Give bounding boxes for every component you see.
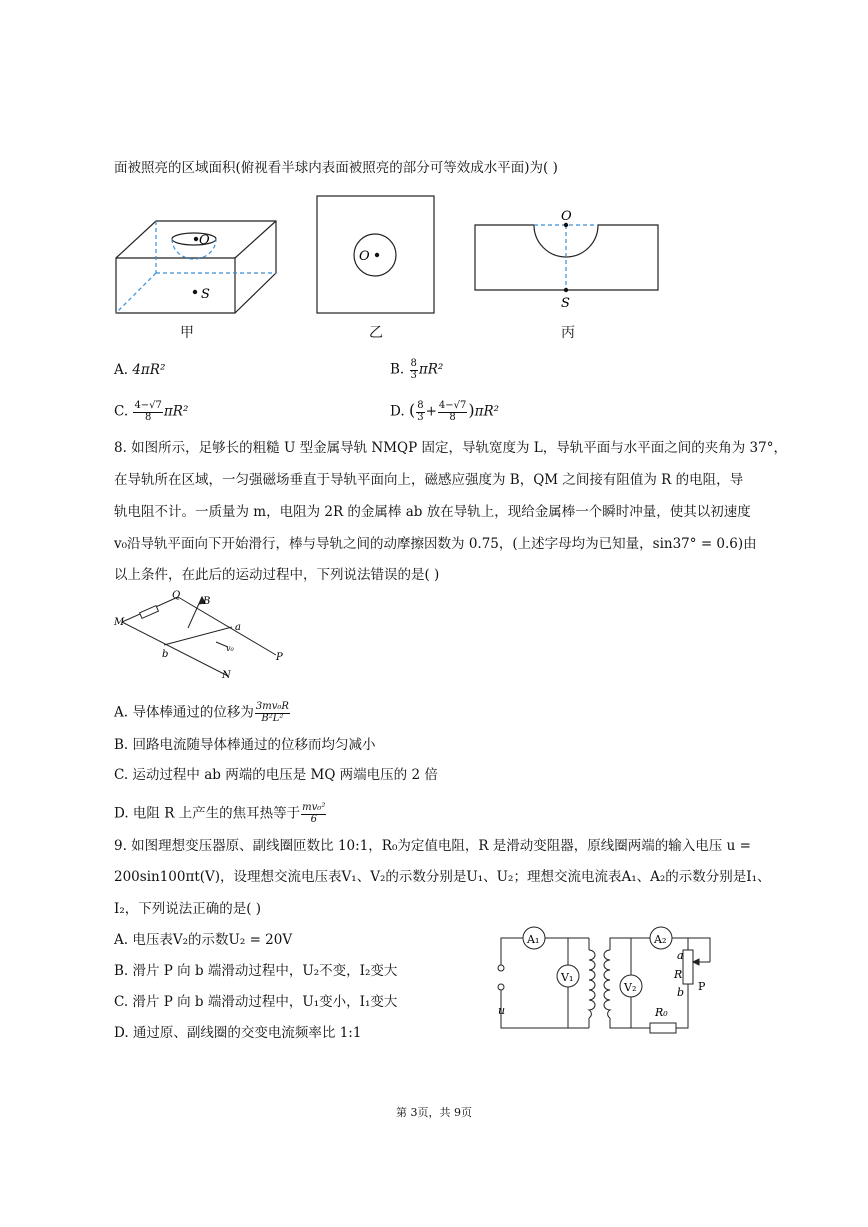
- point-S-jia: [193, 290, 197, 294]
- option-letter: A.: [114, 362, 129, 378]
- figure-8: [0, 590, 868, 680]
- question-7-tail: 面被照亮的区域面积(俯视看半球内表面被照亮的部分可等效成水平面)为( ): [114, 160, 558, 176]
- svg-text:R₀: R₀: [655, 1006, 668, 1019]
- option-9a[interactable]: A. 电压表V₂的示数U₂ = 20V: [114, 932, 293, 948]
- figure-7-jia: [116, 221, 276, 313]
- label-S-jia: S: [201, 287, 210, 302]
- svg-text:u: u: [498, 1004, 506, 1017]
- option-letter: C.: [114, 403, 129, 420]
- point-O-jia: [194, 237, 198, 241]
- option-9c[interactable]: C. 滑片 P 向 b 端滑动过程中，U₁变小，I₁变大: [114, 994, 398, 1010]
- option-9d[interactable]: D. 通过原、副线圈的交变电流频率比 1:1: [114, 1025, 362, 1041]
- svg-text:N: N: [222, 670, 231, 680]
- label-O-bing: O: [561, 209, 572, 224]
- option-8a[interactable]: A. 导体棒通过的位移为 $\frac{\text{3mv₀R}}{\text{B²L²}}$: [114, 701, 289, 724]
- caption-yi: 乙: [369, 325, 383, 341]
- svg-text:M: M: [114, 617, 125, 628]
- label-O-yi: O: [359, 249, 370, 264]
- figure-9-circuit: [0, 925, 868, 1040]
- question-8-line-2: 在导轨所在区域，一匀强磁场垂直于导轨平面向上，磁感应强度为 B，QM 之间接有阻值为 R 的电阻，导: [114, 472, 744, 488]
- svg-text:V₁: V₁: [561, 971, 574, 984]
- svg-text:R: R: [674, 968, 683, 981]
- question-8-line-4: v₀沿导轨平面向下开始滑行，棒与导轨之间的动摩擦因数为 0.75，(上述字母均为已知量，sin37° = 0.6)由: [114, 536, 757, 552]
- caption-jia: 甲: [180, 325, 194, 341]
- question-9-line-2: 200sin100πt(V)，设理想交流电压表V₁、V₂的示数分别是U₁、U₂；理想交流电流表A₁、A₂的示数分别是I₁、: [114, 869, 771, 885]
- svg-text:P: P: [276, 652, 283, 663]
- figure-7: [0, 190, 868, 350]
- svg-text:P: P: [698, 980, 706, 993]
- caption-bing: 丙: [561, 325, 575, 341]
- question-8-line-3: 轨电阻不计。一质量为 m，电阻为 2R 的金属棒 ab 放在导轨上，现给金属棒一个瞬时冲量，使其以初速度: [114, 504, 751, 520]
- option-text: 4πR²: [132, 362, 166, 378]
- option-8c[interactable]: C. 运动过程中 ab 两端的电压是 MQ 两端电压的 2 倍: [114, 767, 438, 783]
- option-letter: B.: [390, 361, 405, 378]
- svg-text:A₁: A₁: [527, 933, 540, 946]
- option-8d[interactable]: D. 电阻 R 上产生的焦耳热等于 $\frac{\text{mv₀²}}{6}$: [114, 802, 326, 825]
- label-O-jia: O: [199, 233, 210, 248]
- option-9b[interactable]: B. 滑片 P 向 b 端滑动过程中，U₂不变，I₂变大: [114, 963, 398, 979]
- option-7d[interactable]: D. ( $\frac{8}{3}$ + $\frac{4-√7}{8}$ )πR²: [390, 400, 500, 423]
- svg-text:b: b: [162, 649, 169, 660]
- svg-text:V₂: V₂: [624, 981, 637, 994]
- question-9-line-3: I₂，下列说法正确的是( ): [114, 901, 262, 917]
- question-9-line-1: 9. 如图理想变压器原、副线圈匝数比 10:1，R₀为定值电阻，R 是滑动变阻器，原线圈两端的输入电压 u =: [114, 838, 751, 854]
- svg-text:Q: Q: [172, 590, 181, 601]
- option-letter: D.: [390, 403, 405, 420]
- question-8-line-1: 8. 如图所示，足够长的粗糙 U 型金属导轨 NMQP 固定，导轨宽度为 L，导轨平面与水平面之间的夹角为 37°，: [114, 440, 787, 456]
- option-7b[interactable]: B. $\frac{8}{3}$ πR²: [390, 358, 444, 381]
- svg-text:b: b: [677, 986, 685, 999]
- option-8b[interactable]: B. 回路电流随导体棒通过的位移而均匀减小: [114, 737, 376, 753]
- svg-text:a: a: [235, 622, 241, 633]
- svg-text:a: a: [677, 949, 684, 962]
- label-S-bing: S: [561, 296, 570, 311]
- page-footer: 第 3页，共 9页: [396, 1106, 472, 1119]
- svg-text:A₂: A₂: [654, 933, 667, 946]
- svg-text:v₀: v₀: [226, 644, 234, 653]
- option-7a[interactable]: [114, 364, 165, 378]
- option-7c[interactable]: C. $\frac{4-√7}{8}$ πR²: [114, 400, 189, 423]
- question-8-line-5: 以上条件，在此后的运动过程中，下列说法错误的是( ): [114, 567, 440, 583]
- svg-text:B: B: [203, 596, 211, 607]
